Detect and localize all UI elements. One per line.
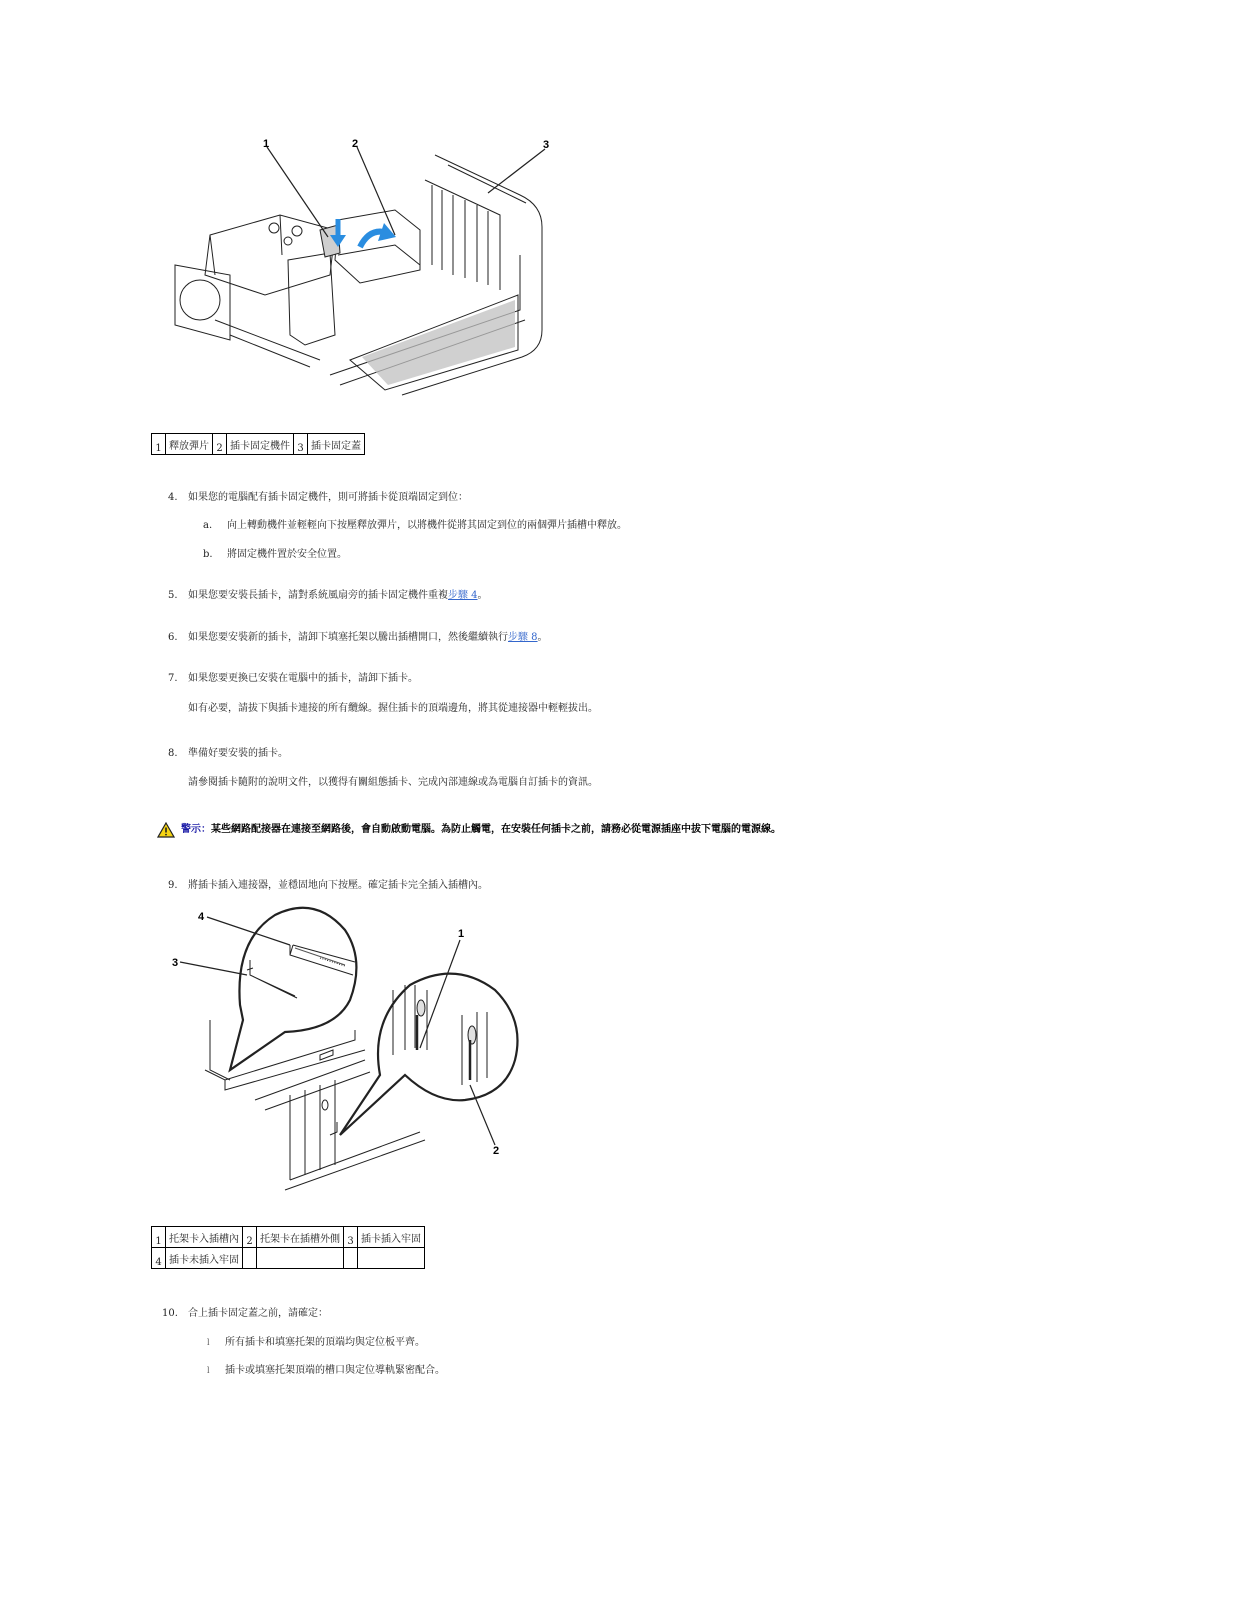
bullet-marker: l xyxy=(207,1338,210,1347)
step-7 xyxy=(168,669,418,684)
step-number: 8. xyxy=(168,748,178,759)
figure1-callout-1: 1 xyxy=(263,138,270,150)
figure1-legend xyxy=(151,433,365,455)
step-8-paragraph: 請參閱插卡隨附的說明文件，以獲得有關組態插卡、完成內部連線或為電腦自訂插卡的資訊。 xyxy=(188,777,598,788)
step-text: 如果您要安裝新的插卡，請卸下填塞托架以騰出插槽開口，然後繼續執行 xyxy=(188,632,508,643)
step-text: 將插卡插入連接器，並穩固地向下按壓。確定插卡完全插入插槽內。 xyxy=(188,880,488,891)
legend-label: 插卡固定蓋 xyxy=(308,434,365,455)
step-number: 10. xyxy=(162,1308,178,1319)
step-number: 6. xyxy=(168,632,178,643)
bullet-marker: l xyxy=(207,1366,210,1375)
step-10 xyxy=(162,1304,328,1319)
figure2-callout-2: 2 xyxy=(493,1145,500,1157)
step-8 xyxy=(168,744,288,759)
card-seating-figure xyxy=(165,900,535,1200)
legend-num: 1 xyxy=(152,434,166,455)
step-9 xyxy=(168,876,488,891)
figure2-legend xyxy=(151,1226,425,1269)
legend-empty-cell xyxy=(358,1248,425,1269)
figure2-callout-4: 4 xyxy=(198,911,205,923)
legend-empty-cell xyxy=(344,1248,358,1269)
figure2-callout-3: 3 xyxy=(172,957,179,969)
substep-letter: b. xyxy=(203,549,213,560)
step-text: 合上插卡固定蓋之前，請確定： xyxy=(188,1308,328,1319)
substep-letter: a. xyxy=(203,520,213,531)
step-number: 5. xyxy=(168,590,178,601)
legend-label: 釋放彈片 xyxy=(166,434,213,455)
step-4-link[interactable]: 步驟 4 xyxy=(448,590,478,601)
figure1-callout-2: 2 xyxy=(352,138,359,150)
warning-label: 警示： xyxy=(181,824,211,835)
step-number: 4. xyxy=(168,492,178,503)
legend-label: 插卡未插入牢固 xyxy=(166,1248,243,1269)
legend-num: 3 xyxy=(344,1227,358,1248)
step-4a xyxy=(203,516,627,531)
step-text: 如果您要更換已安裝在電腦中的插卡，請卸下插卡。 xyxy=(188,673,418,684)
card-retention-figure xyxy=(170,135,560,400)
legend-num: 4 xyxy=(152,1248,166,1269)
step-text: 如果您的電腦配有插卡固定機件，則可將插卡從頂端固定到位： xyxy=(188,492,468,503)
bullet-item xyxy=(207,1361,445,1376)
step-7-paragraph: 如有必要，請拔下與插卡連接的所有纜線。握住插卡的頂端邊角，將其從連接器中輕輕拔出。 xyxy=(188,703,598,714)
step-4b xyxy=(203,545,347,560)
table-row xyxy=(152,1227,425,1248)
warning-triangle-icon xyxy=(157,822,175,838)
step-5 xyxy=(168,586,488,601)
substep-text: 向上轉動機件並輕輕向下按壓釋放彈片，以將機件從將其固定到位的兩個彈片插槽中釋放。 xyxy=(227,520,627,531)
step-6 xyxy=(168,628,548,643)
legend-label: 托架卡入插槽內 xyxy=(166,1227,243,1248)
bullet-text: 所有插卡和填塞托架的頂端均與定位板平齊。 xyxy=(225,1337,425,1348)
legend-num: 2 xyxy=(213,434,227,455)
bullet-item xyxy=(207,1333,425,1348)
step-number: 9. xyxy=(168,880,178,891)
step-8-link[interactable]: 步驟 8 xyxy=(508,632,538,643)
legend-num: 3 xyxy=(294,434,308,455)
step-text-tail: 。 xyxy=(537,632,548,643)
step-number: 7. xyxy=(168,673,178,684)
legend-num: 1 xyxy=(152,1227,166,1248)
bullet-text: 插卡或填塞托架頂端的槽口與定位導軌緊密配合。 xyxy=(225,1365,445,1376)
step-text: 如果您要安裝長插卡，請對系統風扇旁的插卡固定機件重複 xyxy=(188,590,448,601)
substep-text: 將固定機件置於安全位置。 xyxy=(227,549,347,560)
legend-label: 插卡插入牢固 xyxy=(358,1227,425,1248)
legend-label: 托架卡在插槽外側 xyxy=(257,1227,344,1248)
legend-num: 2 xyxy=(243,1227,257,1248)
table-row xyxy=(152,1248,425,1269)
figure1-callout-3: 3 xyxy=(543,139,550,151)
table-row xyxy=(152,434,365,455)
legend-empty-cell xyxy=(257,1248,344,1269)
warning-text: 某些網路配接器在連接至網路後，會自動啟動電腦。為防止觸電，在安裝任何插卡之前，請務必從電源插座中拔下電腦的電源線。 xyxy=(211,824,781,835)
step-4 xyxy=(168,488,468,503)
legend-label: 插卡固定機件 xyxy=(227,434,294,455)
warning-notice xyxy=(157,820,781,838)
legend-empty-cell xyxy=(243,1248,257,1269)
step-text-tail: 。 xyxy=(477,590,488,601)
figure2-callout-1: 1 xyxy=(458,928,465,940)
step-text: 準備好要安裝的插卡。 xyxy=(188,748,288,759)
